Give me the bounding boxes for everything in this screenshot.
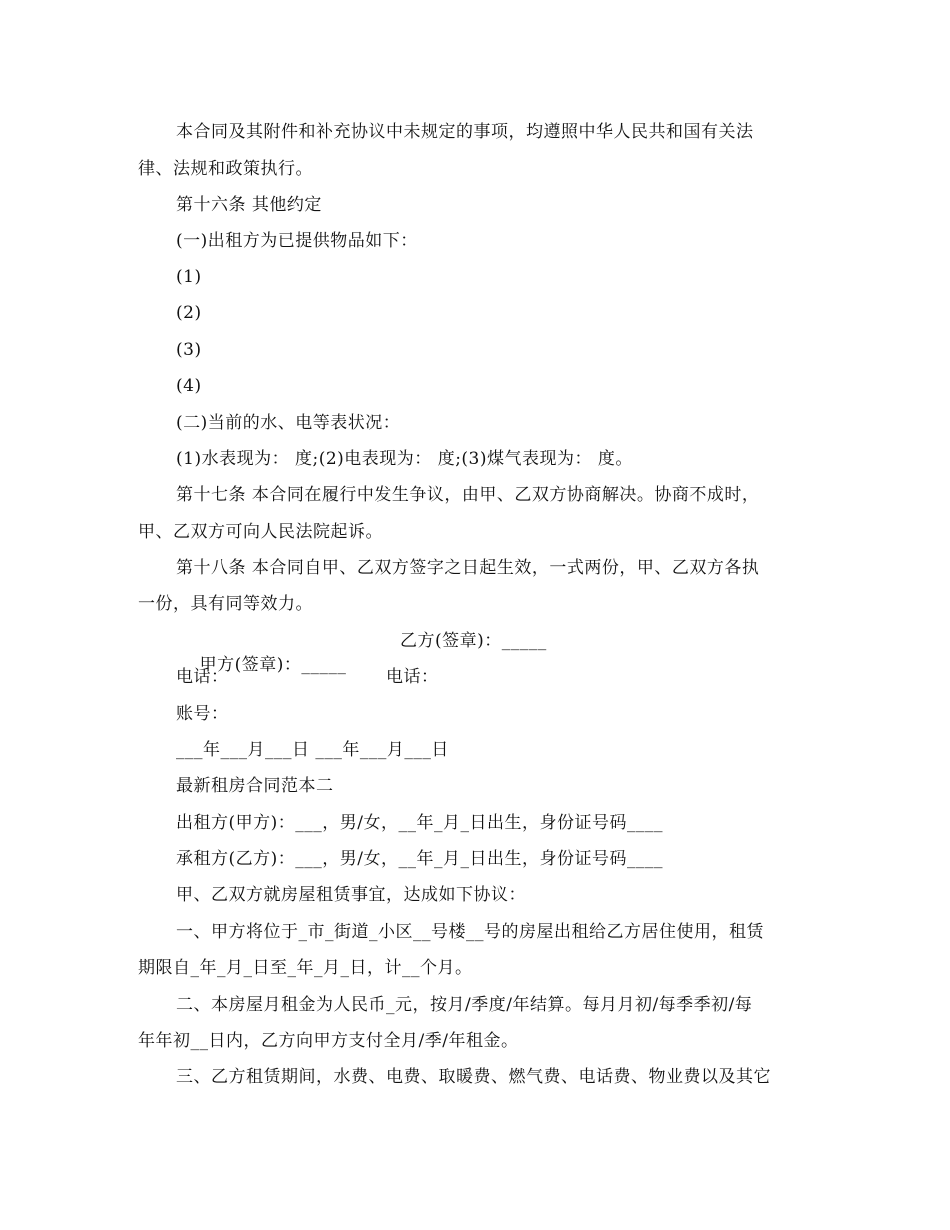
meter-readings: (1)水表现为： 度;(2)电表现为： 度;(3)煤气表现为： 度。	[176, 449, 633, 469]
paragraph-line: 律、法规和政策执行。	[138, 159, 313, 179]
clause-2-line: 年年初__日内，乙方向甲方支付全月/季/年租金。	[138, 1031, 519, 1051]
article-16-heading: 第十六条 其他约定	[176, 195, 322, 215]
paragraph-line: (一)出租方为已提供物品如下：	[176, 231, 418, 251]
clause-3-line: 三、乙方租赁期间，水费、电费、取暖费、燃气费、电话费、物业费以及其它	[176, 1067, 771, 1087]
second-contract-title: 最新租房合同范本二	[176, 776, 334, 796]
list-item: (2)	[176, 303, 202, 323]
lessee-line: 承租方(乙方)：___，男/女，__年_月_日出生，身份证号码____	[176, 849, 663, 869]
clause-2-line: 二、本房屋月租金为人民币_元，按月/季度/年结算。每月月初/每季季初/每	[176, 995, 753, 1015]
date-line: ___年___月___日 ___年___月___日	[176, 740, 449, 760]
party-a-signature: 甲方(签章)：_____	[199, 655, 347, 675]
article-17-line: 第十七条 本合同在履行中发生争议，由甲、乙双方协商解决。协商不成时，	[176, 485, 760, 505]
lessor-line: 出租方(甲方)：___，男/女，__年_月_日出生，身份证号码____	[176, 813, 663, 833]
clause-1-line: 一、甲方将位于_市_街道_小区__号楼__号的房屋出租给乙方居住使用，租赁	[176, 922, 764, 942]
list-item: (1)	[176, 267, 202, 287]
account-label: 账号：	[176, 704, 229, 724]
paragraph-line: 本合同及其附件和补充协议中未规定的事项，均遵照中华人民共和国有关法	[176, 122, 754, 142]
article-18-line: 第十八条 本合同自甲、乙双方签字之日起生效，一式两份，甲、乙双方各执	[176, 558, 760, 578]
party-b-signature: 乙方(签章)：_____	[400, 631, 547, 651]
clause-1-line: 期限自_年_月_日至_年_月_日，计__个月。	[138, 958, 473, 978]
list-item: (3)	[176, 340, 202, 360]
article-18-line: 一份，具有同等效力。	[138, 594, 313, 614]
article-17-line: 甲、乙双方可向人民法院起诉。	[138, 522, 383, 542]
phone-a: 电话：	[176, 667, 229, 687]
agreement-line: 甲、乙双方就房屋租赁事宜，达成如下协议：	[176, 885, 526, 905]
paragraph-line: (二)当前的水、电等表状况：	[176, 413, 401, 433]
list-item: (4)	[176, 376, 202, 396]
phone-b: 电话：	[386, 667, 439, 687]
